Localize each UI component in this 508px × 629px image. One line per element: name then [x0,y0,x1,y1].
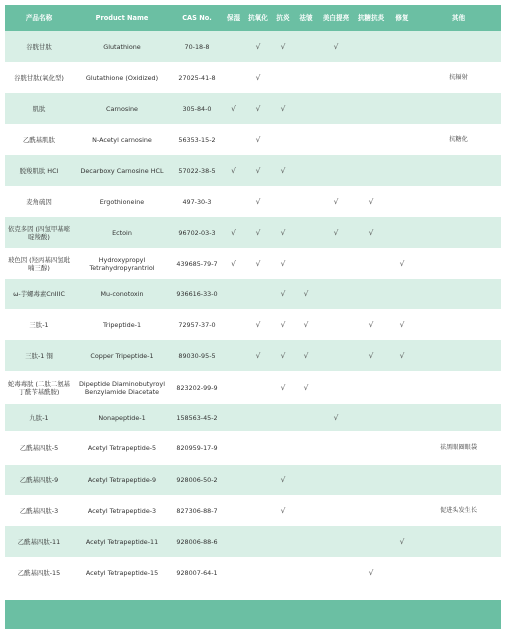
cell-mark [294,248,318,279]
cell-other [416,93,501,124]
header-anti-wrinkle: 祛皱 [294,5,318,31]
cell-other [416,340,501,371]
cell-product-name: Carnosine [73,93,171,124]
cell-mark: √ [388,248,416,279]
cell-mark: √ [244,62,272,93]
cell-cn-name: 玻色因 (羟丙基四氢吡喃三醇) [5,248,73,279]
cell-mark [388,404,416,431]
cell-mark [354,431,388,465]
cell-product-name: Acetyl Tetrapeptide-3 [73,495,171,526]
cell-mark [388,371,416,404]
cell-cas-no: 936616-33-0 [171,279,223,309]
cell-mark [272,431,294,465]
cell-product-name: Nonapeptide-1 [73,404,171,431]
cell-mark [318,431,354,465]
table-row [5,279,501,309]
cell-mark [354,279,388,309]
cell-other [416,465,501,495]
cell-mark: √ [294,340,318,371]
cell-mark [388,431,416,465]
cell-cas-no: 928006-50-2 [171,465,223,495]
cell-mark [354,465,388,495]
cell-cn-name: 谷胱甘肽(氧化型) [5,62,73,93]
cell-mark [244,404,272,431]
cell-cas-no: 497-30-3 [171,186,223,217]
cell-other: 抗糖化 [416,124,501,155]
cell-mark: √ [244,309,272,340]
cell-mark [294,495,318,526]
cell-cas-no: 823202-99-9 [171,371,223,404]
cell-other [416,186,501,217]
cell-mark [388,557,416,588]
cell-mark [354,62,388,93]
cell-mark [223,62,244,93]
cell-mark: √ [354,557,388,588]
product-table [5,5,501,588]
cell-mark [244,465,272,495]
cell-cn-name: 依克多因 (四氢甲基嘧啶羧酸) [5,217,73,248]
cell-mark [223,371,244,404]
table-row [5,217,501,248]
cell-mark: √ [244,340,272,371]
cell-mark: √ [318,217,354,248]
cell-other: 抗辐射 [416,62,501,93]
cell-cn-name: 肌肽 [5,93,73,124]
cell-mark: √ [272,279,294,309]
header-moisturizing: 保湿 [223,5,244,31]
table-row [5,465,501,495]
cell-product-name: Decarboxy Carnosine HCL [73,155,171,186]
cell-mark: √ [244,124,272,155]
cell-cn-name: ω-芋螺毒素CnIIIC [5,279,73,309]
cell-product-name: Acetyl Tetrapeptide-5 [73,431,171,465]
cell-other [416,404,501,431]
cell-cas-no: 827306-88-7 [171,495,223,526]
cell-other: 祛黑眼圈眼袋 [416,431,501,465]
cell-mark [223,340,244,371]
cell-mark: √ [388,340,416,371]
cell-mark: √ [223,217,244,248]
cell-mark [244,526,272,557]
cell-mark: √ [272,465,294,495]
cell-mark [223,431,244,465]
cell-mark [223,495,244,526]
cell-cn-name: 乙酰基四肽-11 [5,526,73,557]
cell-mark [388,155,416,186]
cell-mark [272,62,294,93]
cell-product-name: Acetyl Tetrapeptide-15 [73,557,171,588]
cell-product-name: Ectoin [73,217,171,248]
cell-product-name: Hydroxypropyl Tetrahydropyrantriol [73,248,171,279]
cell-mark [318,371,354,404]
table-row [5,340,501,371]
cell-mark [223,404,244,431]
cell-mark [318,557,354,588]
table-body [5,31,501,588]
cell-cn-name: 谷胱甘肽 [5,31,73,62]
cell-mark: √ [223,248,244,279]
cell-cas-no: 928006-88-6 [171,526,223,557]
cell-mark [244,557,272,588]
cell-mark [318,124,354,155]
cell-mark [272,557,294,588]
cell-cn-name: 三肽-1 [5,309,73,340]
header-anti-glycation: 抗糖抗炎 [354,5,388,31]
cell-mark: √ [272,248,294,279]
cell-mark: √ [318,186,354,217]
cell-mark [294,526,318,557]
cell-mark: √ [354,186,388,217]
cell-other [416,526,501,557]
cell-cas-no: 70-18-8 [171,31,223,62]
cell-mark: √ [223,155,244,186]
cell-mark [223,186,244,217]
table-row [5,124,501,155]
cell-mark: √ [272,495,294,526]
cell-other [416,279,501,309]
cell-cas-no: 439685-79-7 [171,248,223,279]
cell-mark [354,371,388,404]
header-repair: 修复 [388,5,416,31]
cell-mark [294,217,318,248]
cell-mark: √ [294,279,318,309]
table-row [5,431,501,465]
cell-mark [244,371,272,404]
cell-cn-name: 乙酰基四肽-3 [5,495,73,526]
cell-cas-no: 158563-45-2 [171,404,223,431]
cell-product-name: Glutathione [73,31,171,62]
table-row [5,62,501,93]
cell-product-name: Acetyl Tetrapeptide-11 [73,526,171,557]
header-other: 其他 [416,5,501,31]
cell-cn-name: 乙酰基四肽-15 [5,557,73,588]
cell-cn-name: 三肽-1 铜 [5,340,73,371]
cell-cn-name: 蛇毒毒肽 (二肽二氨基丁酰苄基酰胺) [5,371,73,404]
cell-other [416,557,501,588]
cell-cas-no: 96702-03-3 [171,217,223,248]
cell-mark [294,124,318,155]
cell-mark: √ [223,93,244,124]
cell-mark [388,217,416,248]
cell-mark: √ [272,340,294,371]
cell-mark [388,93,416,124]
cell-mark [354,495,388,526]
cell-mark [294,404,318,431]
cell-mark: √ [244,31,272,62]
cell-product-name: Ergothioneine [73,186,171,217]
cell-mark [294,431,318,465]
cell-mark: √ [272,217,294,248]
cell-other [416,248,501,279]
cell-cas-no: 305-84-0 [171,93,223,124]
table-row [5,557,501,588]
cell-mark [318,465,354,495]
cell-mark [354,248,388,279]
cell-mark [294,31,318,62]
cell-cn-name: 脱羧肌肽 HCl [5,155,73,186]
cell-mark: √ [244,186,272,217]
cell-cas-no: 27025-41-8 [171,62,223,93]
cell-product-name: Tripeptide-1 [73,309,171,340]
cell-mark [223,526,244,557]
table-row [5,93,501,124]
cell-mark [354,93,388,124]
cell-mark [388,124,416,155]
table-row [5,404,501,431]
cell-mark [223,309,244,340]
header-anti-inflammatory: 抗炎 [272,5,294,31]
cell-mark: √ [388,526,416,557]
cell-mark: √ [272,155,294,186]
cell-mark: √ [244,93,272,124]
table-row [5,495,501,526]
cell-mark [388,62,416,93]
cell-mark [318,279,354,309]
cell-mark: √ [244,217,272,248]
cell-product-name: Glutathione (Oxidized) [73,62,171,93]
cell-mark: √ [272,309,294,340]
cell-mark [318,62,354,93]
table-row [5,31,501,62]
cell-mark: √ [272,31,294,62]
cell-product-name: Acetyl Tetrapeptide-9 [73,465,171,495]
table-row [5,248,501,279]
cell-mark [223,279,244,309]
cell-mark: √ [294,309,318,340]
cell-mark: √ [272,371,294,404]
cell-mark [223,124,244,155]
cell-mark: √ [354,309,388,340]
cell-mark [354,155,388,186]
cell-cas-no: 57022-38-5 [171,155,223,186]
cell-mark [223,557,244,588]
cell-mark [272,404,294,431]
cell-mark [318,340,354,371]
cell-other [416,31,501,62]
header-whitening: 美白提亮 [318,5,354,31]
cell-other [416,309,501,340]
header-antioxidant: 抗氧化 [244,5,272,31]
product-sheet [5,5,503,629]
cell-mark [388,279,416,309]
cell-cas-no: 820959-17-9 [171,431,223,465]
cell-mark: √ [272,93,294,124]
cell-mark [318,526,354,557]
cell-product-name: Dipeptide Diaminobutyroyl Benzylamide Diacetate [73,371,171,404]
cell-mark: √ [354,217,388,248]
cell-cas-no: 56353-15-2 [171,124,223,155]
cell-other [416,217,501,248]
cell-mark [294,465,318,495]
cell-mark [272,526,294,557]
header-row [5,5,501,31]
header-cn-name: 产品名称 [5,5,73,31]
cell-mark [294,93,318,124]
cell-cas-no: 72957-37-0 [171,309,223,340]
cell-mark [244,431,272,465]
cell-mark: √ [294,371,318,404]
table-row [5,526,501,557]
cell-mark: √ [354,340,388,371]
cell-mark [244,495,272,526]
cell-cas-no: 928007-64-1 [171,557,223,588]
table-row [5,155,501,186]
cell-cn-name: 九肽-1 [5,404,73,431]
cell-mark [272,124,294,155]
cell-other: 促进头发生长 [416,495,501,526]
cell-mark [354,124,388,155]
cell-mark [354,526,388,557]
cell-cn-name: 乙酰基四肽-9 [5,465,73,495]
table-row [5,309,501,340]
cell-mark [223,465,244,495]
cell-mark [318,155,354,186]
cell-mark [318,495,354,526]
cell-product-name: Mu-conotoxin [73,279,171,309]
cell-product-name: N-Acetyl carnosine [73,124,171,155]
cell-mark: √ [244,155,272,186]
table-row [5,186,501,217]
cell-mark: √ [318,404,354,431]
cell-mark [294,62,318,93]
cell-mark [294,557,318,588]
cell-mark [318,309,354,340]
cell-cn-name: 乙酰基四肽-5 [5,431,73,465]
cell-mark [294,186,318,217]
cell-cn-name: 乙酰基肌肽 [5,124,73,155]
cell-mark [388,31,416,62]
cell-mark [318,93,354,124]
cell-mark [354,31,388,62]
header-cas-no: CAS No. [171,5,223,31]
cell-mark [388,465,416,495]
cell-other [416,155,501,186]
cell-mark: √ [388,309,416,340]
cell-mark [294,155,318,186]
cell-cas-no: 89030-95-5 [171,340,223,371]
header-product-name: Product Name [73,5,171,31]
cell-cn-name: 麦角硫因 [5,186,73,217]
cell-mark [354,404,388,431]
table-row [5,371,501,404]
cell-mark: √ [244,248,272,279]
cell-product-name: Copper Tripeptide-1 [73,340,171,371]
cell-mark [318,248,354,279]
cell-mark [388,495,416,526]
cell-mark: √ [318,31,354,62]
cell-mark [244,279,272,309]
cell-mark [388,186,416,217]
cell-other [416,371,501,404]
cell-mark [272,186,294,217]
cell-mark [223,31,244,62]
